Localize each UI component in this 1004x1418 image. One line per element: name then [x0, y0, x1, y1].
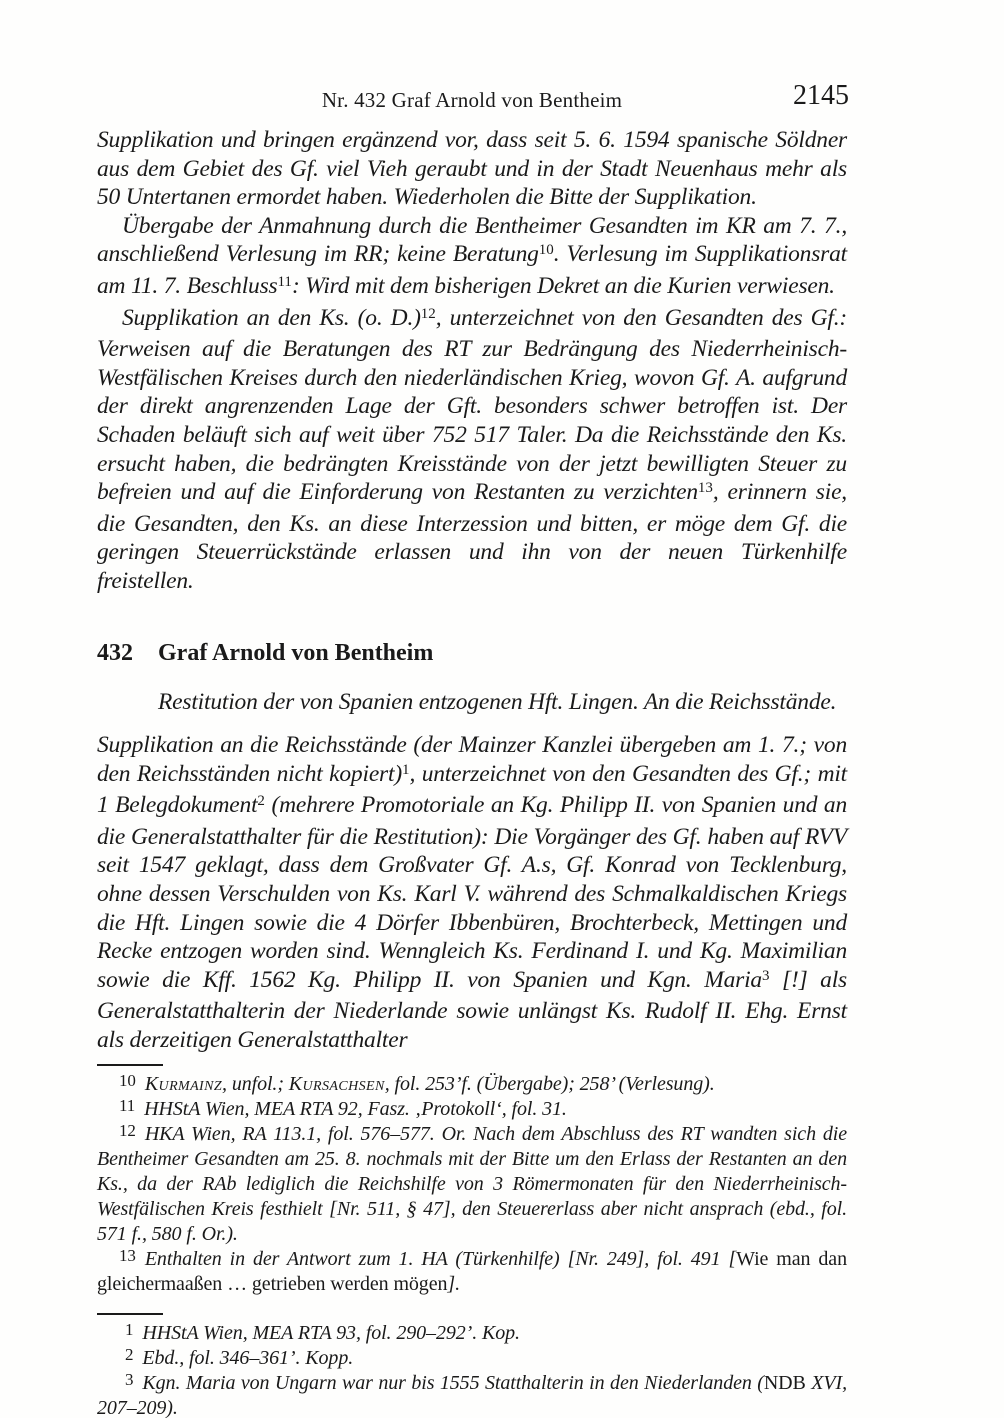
running-head [97, 80, 849, 114]
footnote-reference: 3 [761, 967, 770, 984]
footnote [97, 1097, 847, 1122]
text-segment: , fol. 253’f. (Übergabe); 258’ (Verlesung). [384, 1072, 715, 1095]
paragraph [97, 126, 847, 212]
footnote-list-secondary [97, 1321, 847, 1418]
footnote [97, 1247, 847, 1297]
entry-number: 432 [97, 639, 133, 666]
footnotes-primary [97, 1064, 847, 1297]
text-segment: Ebd., fol. 346–361’. Kopp. [142, 1346, 354, 1369]
text-segment: Kgn. Maria von Ungarn war nur bis 1555 Statthalterin in den Niederlanden ( [142, 1371, 764, 1394]
footnote-number: 2 [125, 1344, 134, 1364]
text-segment: Enthalten in der Antwort zum 1. HA (Türkenhilfe) [Nr. 249], fol. 491 [ [144, 1247, 737, 1270]
footnote-reference: 13 [697, 480, 713, 497]
footnote-number: 10 [119, 1070, 136, 1090]
text-segment: , unterzeichnet von den Gesandten des Gf.: Verweisen auf die Beratungen des RT zur Bedrängung des Niederrheinisch-Westfälischen Kreises durch den niederländischen Krieg, wovon Gf. A. aufgrund der direkt angrenzenden Lage der Gft. besonders schwer betroffen ist. Der Schaden beläuft sich auf weit über 752 517 Taler. Da die Reichsstände den Ks. ersucht haben, die bedrängten Kreisstände von der jetzt bewilligten Steuer zu befreien und auf die Einforderung von Restanten zu verzichten [97, 304, 847, 506]
page-number: 2145 [793, 80, 849, 111]
text-segment: HHStA Wien, MEA RTA 92, Fasz. ‚Protokoll‘, fol. 31. [144, 1097, 567, 1120]
footnote-number: 3 [125, 1369, 134, 1389]
footnote-reference: 12 [420, 305, 436, 322]
entry-heading [97, 639, 847, 668]
footnote-rule [97, 1064, 163, 1066]
text-segment: Kursachsen [288, 1072, 385, 1095]
entry-paragraphs [97, 731, 847, 1055]
text-segment: Kurmainz [144, 1072, 223, 1095]
text-segment: NDB [763, 1371, 806, 1394]
summary-paragraphs [97, 126, 847, 596]
running-head-title: Nr. 432 Graf Arnold von Bentheim [321, 88, 623, 112]
text-segment: Übergabe der Anmahnung durch die Bentheimer Gesandten im KR am 7. 7., anschließend Verlesung im RR; keine Beratung [97, 212, 847, 268]
text-segment: HHStA Wien, MEA RTA 93, fol. 290–292’. Kop. [142, 1321, 520, 1344]
text-segment: (mehrere Promotoriale an Kg. Philipp II. von Spanien und an die Generalstatthalter für die Restitution): Die Vorgänger des Gf. haben auf RVV seit 1547 geklagt, dass dem Großvater Gf. A.s, Gf. Konrad von Tecklenburg, ohne dessen Verschulden von Ks. Karl V. während des Schmalkaldischen Kriegs die Hft. Lingen sowie die 4 Dörfer Ibbenbüren, Brochterbeck, Mettingen und Recke entzogen worden sind. Wenngleich Ks. Ferdinand I. und Kg. Maximilian sowie die Kff. 1562 Kg. Philipp II. von Spanien und Kgn. Maria [97, 792, 848, 993]
text-segment: Supplikation an den Ks. (o. D.) [122, 304, 421, 331]
text-segment: : Wird mit dem bisherigen Dekret an die Kurien verwiesen. [291, 272, 835, 299]
entry-title: Graf Arnold von Bentheim [158, 639, 434, 666]
footnote [97, 1072, 847, 1097]
footnote-number: 12 [119, 1120, 136, 1140]
footnote-rule [97, 1313, 163, 1315]
text-segment: , unterzeichnet von den Gesandten des Gf.; mit 1 Belegdokument [97, 760, 847, 819]
footnote [97, 1122, 847, 1247]
footnote-list-primary [97, 1072, 847, 1297]
footnote-reference: 11 [277, 273, 292, 290]
footnote [97, 1321, 847, 1346]
text-segment: , unfol.; [222, 1072, 289, 1095]
text-segment: . Verlesung im Supplikationsrat am 11. 7. Beschluss [97, 241, 847, 299]
entry-subtitle: Restitution der von Spanien entzogenen Hft. Lingen. An die Reichsstände. [158, 688, 837, 715]
footnote-reference: 2 [257, 793, 265, 810]
text-segment: ]. [447, 1272, 460, 1295]
footnote-reference: 10 [538, 242, 554, 259]
footnote [97, 1346, 847, 1371]
text-segment: Supplikation und bringen ergänzend vor, dass seit 5. 6. 1594 spanische Söldner aus dem Gebiet des Gf. viel Vieh geraubt und in der Stadt Neuenhaus mehr als 50 Untertanen ermordet haben. Wiederholen die Bitte der Supplikation. [97, 127, 847, 211]
text-segment: HKA Wien, RA 113.1, fol. 576–577. Or. Nach dem Abschluss des RT wandten sich die Bentheimer Gesandten am 25. 8. nochmals mit der Bitte um den Erlass der Restanten an den Ks., da der RAb lediglich die Reichshilfe von 3 Römermonaten für den Niederrheinisch-Westfälischen Kreis festhielt [Nr. 511, § 47], den Steuererlass aber nicht ansprach (ebd., fol. 571 f., 580 f. Or.). [97, 1122, 847, 1245]
paragraph [97, 731, 847, 1055]
paragraph [97, 304, 847, 596]
text-block [97, 80, 849, 1418]
footnote [97, 1371, 847, 1418]
text-segment: , erinnern sie, die Gesandten, den Ks. an diese Interzession und bitten, er möge dem Gf. die geringen Steuerrückstände erlassen und ihn von der neuen Türkenhilfe freistellen. [97, 479, 847, 594]
text-segment: [!] als Generalstatthalterin der Niederlande sowie unlängst Ks. Rudolf II. Ehg. Ernst als derzeitigen Generalstatthalter [97, 966, 847, 1054]
footnote-number: 11 [119, 1095, 136, 1115]
paragraph [97, 212, 847, 304]
footnote-number: 13 [119, 1245, 136, 1265]
footnotes-secondary [97, 1313, 847, 1418]
text-segment: Supplikation an die Reichsstände (der Mainzer Kanzlei übergeben am 1. 7.; von den Reichsständen nicht kopiert) [97, 732, 847, 787]
footnote-reference: 1 [401, 761, 410, 778]
text-segment: Wie man dan gleichermaaßen … getrieben werden mögen [97, 1247, 847, 1295]
footnote-number: 1 [125, 1319, 134, 1339]
text-segment: XVI, 207–209). [97, 1371, 847, 1418]
